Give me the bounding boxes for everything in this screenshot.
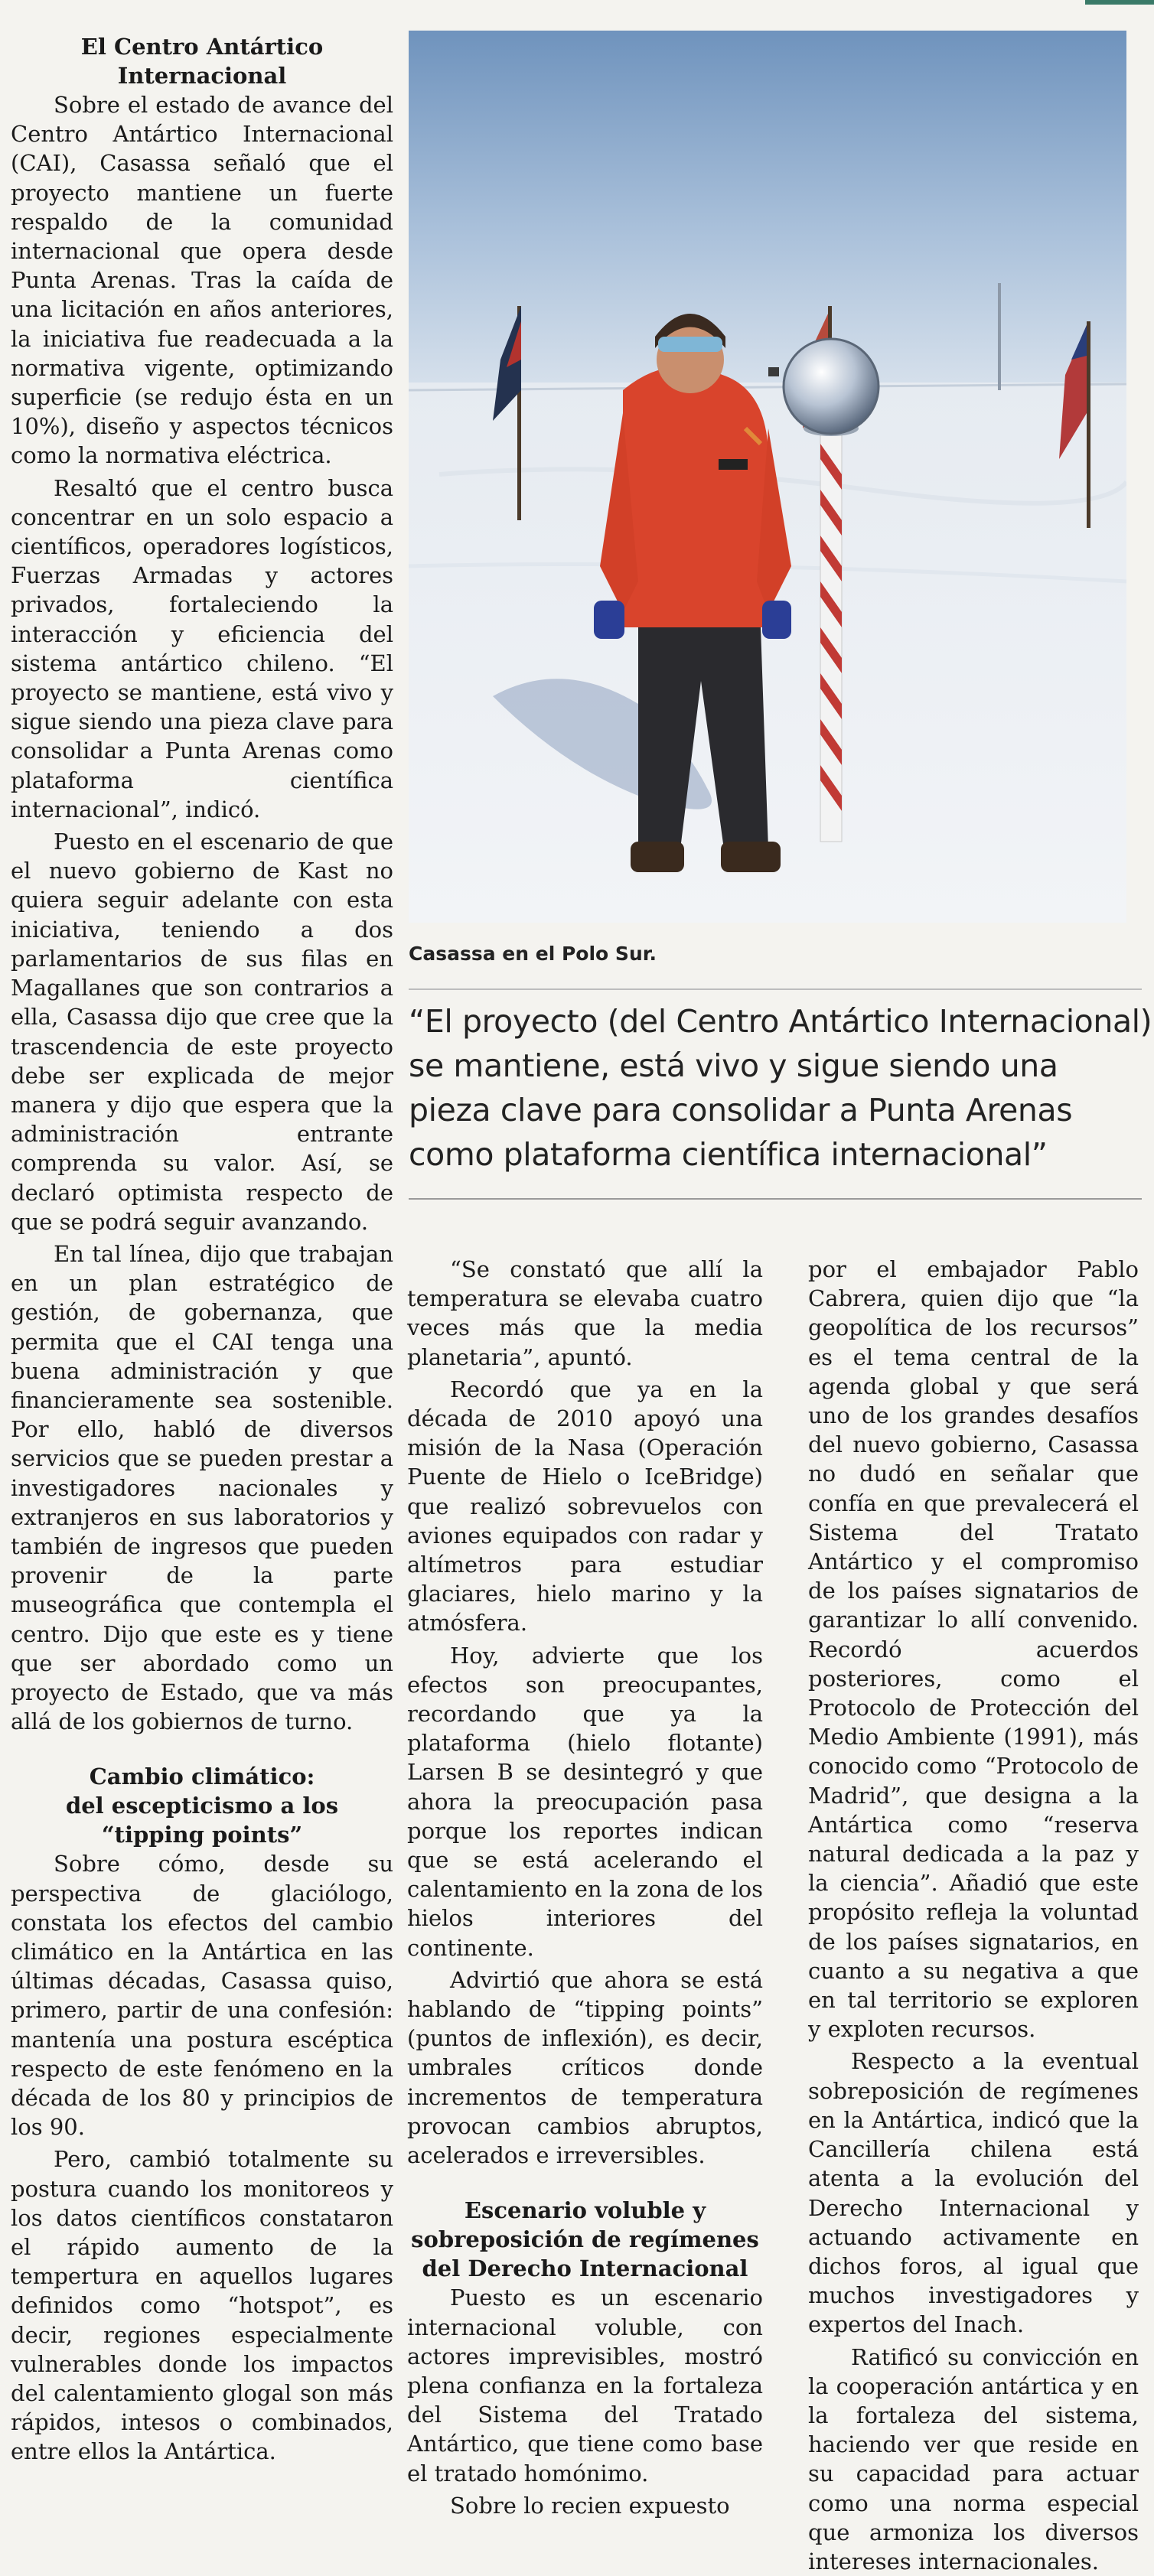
heading-line: “tipping points” — [101, 1822, 303, 1848]
heading-climate — [11, 1762, 393, 1849]
south-pole-photo — [409, 31, 1126, 923]
paragraph: Pero, cambió totalmente su postura cuando los monitoreos y los datos científicos constataron el rápido aumento de la tempertura en aquellos lugares definidos como “hotspot”, es decir, regiones especialmente vulnerables donde los impactos del calentamiento glogal son más rápidos, intesos o combinados, entre ellos la Antártica. — [11, 2146, 393, 2465]
heading-line: Cambio climático: — [89, 1763, 315, 1790]
pull-quote-line: pieza clave para consolidar a Punta Arenas — [409, 1092, 1073, 1128]
paragraph: Hoy, advierte que los efectos son preocupantes, recordando que ya la plataforma (hielo flotante) Larsen B se desintegró y que ahora la preocupación pasa porque los reportes indican que se está acelerando el calentamiento en la zona de los hielos interiores del continente. — [407, 1642, 763, 1961]
paragraph: Resaltó que el centro busca concentrar en un solo espacio a científicos, operadores logísticos, Fuerzas Armadas y actores privados, fortaleciendo la interacción y eficiencia del sistema antártico chileno. “El proyecto se mantiene, está vivo y sigue siendo una pieza clave para consolidar a Punta Arenas como plataforma científica internacional”, indicó. — [11, 474, 393, 822]
paragraph: En tal línea, dijo que trabajan en un plan estratégico de gestión, de gobernanza, que permita que el CAI tenga una buena administración y que financieramente sea sostenible. Por ello, habló de diversos servicios que se pueden prestar a investigadores nacionales y extranjeros en sus laboratorios y también de ingresos que pueden provenir de la parte museográfica que contempla el centro. Dijo que este es y tiene que ser abordado como un proyecto de Estado, que va más allá de los gobiernos de turno. — [11, 1240, 393, 1735]
heading-cai — [11, 32, 393, 90]
heading-line: El Centro Antártico — [80, 34, 324, 60]
paragraph: Puesto en el escenario de que el nuevo gobierno de Kast no quiera seguir adelante con esta iniciativa, teniendo a dos parlamentarios de sus filas en Magallanes que son contrarios a ella, Casassa dijo que cree que la trascendencia de este proyecto debe ser explicada de mejor manera y dijo que espera que la administración entrante comprenda su valor. Así, se declaró optimista respecto de que se podrá seguir avanzando. — [11, 829, 393, 1235]
paragraph: Advirtió que ahora se está hablando de “tipping points” (puntos de inflexión), es decir, umbrales críticos donde incrementos de temperatura provocan cambios abruptos, acelerados e irreversibles. — [407, 1966, 763, 2169]
pull-quote-line: como plataforma científica internacional” — [409, 1136, 1048, 1173]
heading-line: Escenario voluble y — [464, 2197, 706, 2224]
heading-line: del escepticismo a los — [65, 1793, 339, 1819]
paragraph: Sobre lo recien expuesto — [450, 2492, 730, 2519]
paragraph: “Se constató que allí la temperatura se elevaba cuatro veces más que la media planetaria”, apuntó. — [407, 1256, 763, 1370]
paragraph: Sobre el estado de avance del Centro Antártico Internacional (CAI), Casassa señaló que el proyecto mantiene un fuerte respaldo de la comunidad internacional que opera desde Punta Arenas. Tras la caída de una licitación en años anteriores, la iniciativa fue readecuada a la normativa vigente, optimizando superficie (se redujo ésta en un 10%), diseño y aspectos técnicos como la normativa eléctrica. — [11, 92, 393, 469]
heading-line: del Derecho Internacional — [422, 2255, 748, 2282]
pull-quote-line: se mantiene, está vivo y sigue siendo una — [409, 1047, 1058, 1084]
left-column — [11, 32, 393, 2467]
right-column — [808, 1255, 1139, 2576]
page-edge-mark — [1085, 0, 1154, 5]
paragraph: Puesto es un escenario internacional voluble, con actores imprevisibles, mostró plena confianza en la fortaleza del Sistema del Tratado Antártico, que tiene como base el tratado homónimo. — [407, 2285, 763, 2486]
paragraph: Sobre cómo, desde su perspectiva de glaciólogo, constata los efectos del cambio climático en la Antártica en las últimas décadas, Casassa quiso, primero, partir de una confesión: mantenía una postura escéptica respecto de este fenómeno en la década de los 80 y principios de los 90. — [11, 1851, 393, 2141]
paragraph: por el embajador Pablo Cabrera, quien dijo que “la geopolítica de los recursos” es el tema central de la agenda global y que será uno de los grandes desafíos del nuevo gobierno, Casassa no dudó en señalar que confía en que prevalecerá el Sistema del Tratato Antártico y el compromiso de los países signatarios de garantizar lo allí convenido. Recordó acuerdos posteriores, como el Protocolo de Protección del Medio Ambiente (1991), más conocido como “Protocolo de Madrid”, que designa a la Antártica como “reserva natural dedicada a la paz y la ciencia”. Añadió que este propósito refleja la voluntad de los países signatarios, en cuanto a su negativa a que en tal territorio se exploren y exploten recursos. — [808, 1256, 1139, 2043]
paragraph: Ratificó su convicción en la cooperación antártica y en la fortaleza del sistema, haciendo ver que reside en su capacidad para actuar como una norma especial que armoniza los diversos intereses internacionales. — [808, 2343, 1139, 2574]
quote-rule-bottom — [409, 1198, 1142, 1200]
paragraph: Respecto a la eventual sobreposición de regímenes en la Antártica, indicó que la Cancillería chilena está atenta a la evolución del Derecho Internacional y actuando activamente en dichos foros, al igual que muchos investigadores y expertos del Inach. — [808, 2048, 1139, 2338]
heading-scenario — [407, 2196, 763, 2283]
pull-quote-line: “El proyecto (del Centro Antártico Internacional) — [409, 1003, 1152, 1040]
quote-rule-top — [409, 988, 1142, 990]
pull-quote — [409, 999, 1152, 1177]
heading-line: sobreposición de regímenes — [411, 2226, 759, 2253]
photo-caption: Casassa en el Polo Sur. — [409, 943, 657, 965]
heading-line: Internacional — [117, 63, 287, 89]
middle-column — [407, 1255, 763, 2520]
photo-illustration — [409, 31, 1126, 923]
paragraph: Recordó que ya en la década de 2010 apoyó una misión de la Nasa (Operación Puente de Hielo o IceBridge) que realizó sobrevuelos con aviones equipados con radar y altímetros para estudiar glaciares, hielo marino y la atmósfera. — [407, 1376, 763, 1636]
